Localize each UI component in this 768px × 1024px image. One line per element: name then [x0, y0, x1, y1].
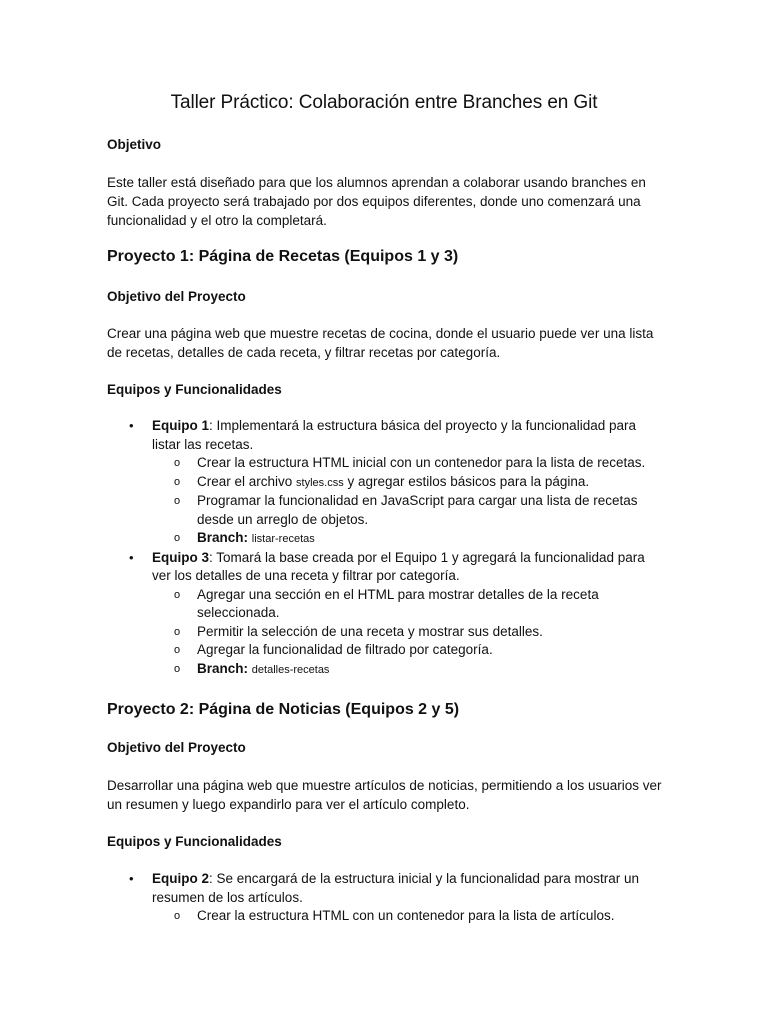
proyecto2-heading: Proyecto 2: Página de Noticias (Equipos 2 y 5) [107, 701, 460, 718]
proyecto1-heading: Proyecto 1: Página de Recetas (Equipos 1 y 3) [107, 248, 459, 265]
task-text: Agregar la funcionalidad de filtrado por categoría. [197, 642, 493, 657]
task-text: Crear la estructura HTML con un contenedor para la lista de artículos. [197, 908, 615, 923]
proyecto1-team-list [107, 417, 667, 679]
list-item [107, 586, 667, 623]
team-name: Equipo 2 [152, 871, 209, 886]
task-text: Programar la funcionalidad en JavaScript para cargar una lista de recetas desde un arreglo de objetos. [197, 493, 638, 527]
branch-name: listar-recetas [251, 533, 315, 545]
sub-bullet-icon: o [174, 588, 181, 601]
bullet-icon: • [129, 549, 134, 565]
file-name: styles.css [296, 476, 344, 489]
task-text: Crear el archivo [197, 473, 297, 489]
branch-label: Branch: [197, 530, 249, 545]
sub-bullet-icon: o [174, 457, 181, 469]
proyecto1-objetivo-text: Crear una página web que muestre recetas de cocina, donde el usuario puede ver una lista de recetas, detalles de cada receta, y filtrar recetas por categoría. [107, 326, 654, 360]
objetivo-heading: Objetivo [107, 137, 162, 152]
proyecto2-team-list [107, 870, 667, 926]
list-item [107, 641, 667, 660]
task-text: Agregar una sección en el HTML para mostrar detalles de la receta seleccionada. [197, 586, 599, 620]
proyecto2-equipos-heading: Equipos y Funcionalidades [107, 834, 282, 849]
sub-bullet-icon: o [174, 532, 181, 544]
list-item [107, 417, 667, 454]
bullet-icon: • [129, 418, 134, 433]
list-item [107, 454, 667, 473]
proyecto1-equipos-heading: Equipos y Funcionalidades [107, 382, 282, 397]
branch-label: Branch: [197, 660, 249, 676]
team-description: : Se encargará de la estructura inicial y la funcionalidad para mostrar un resumen de los artículos. [152, 871, 639, 905]
list-item [107, 492, 667, 529]
list-item [107, 870, 667, 907]
proyecto2-objetivo-heading: Objetivo del Proyecto [107, 740, 246, 755]
sub-bullet-icon: o [174, 662, 181, 675]
team-description: : Implementará la estructura básica del proyecto y la funcionalidad para listar las recetas. [152, 418, 636, 452]
bullet-icon: • [129, 871, 134, 886]
sub-bullet-icon: o [174, 475, 181, 488]
branch-name: detalles-recetas [251, 663, 330, 676]
task-text: Permitir la selección de una receta y mostrar sus detalles. [197, 623, 543, 639]
proyecto2-objetivo-text: Desarrollar una página web que muestre artículos de noticias, permitiendo a los usuarios ver un resumen y luego expandirlo para ver el artículo completo. [107, 778, 662, 812]
list-item [107, 907, 667, 926]
team-name: Equipo 3 [152, 549, 209, 565]
sub-bullet-icon: o [174, 495, 181, 507]
document-title: Taller Práctico: Colaboración entre Branches en Git [170, 92, 598, 113]
sub-bullet-icon: o [174, 910, 181, 922]
list-item [107, 473, 667, 493]
sub-bullet-icon: o [174, 644, 181, 656]
objetivo-text: Este taller está diseñado para que los alumnos aprendan a colaborar usando branches en Git. Cada proyecto será trabajado por dos equipos diferentes, donde uno comenzará una funcionalidad y el otro la completará. [107, 175, 646, 228]
sub-bullet-icon: o [174, 625, 181, 638]
list-item [107, 660, 667, 680]
task-text: Crear la estructura HTML inicial con un contenedor para la lista de recetas. [197, 455, 646, 470]
list-item [107, 549, 667, 586]
team-description: : Tomará la base creada por el Equipo 1 y agregará la funcionalidad para ver los detalles de una receta y filtrar por categoría. [152, 549, 645, 583]
proyecto1-objetivo-heading: Objetivo del Proyecto [107, 289, 246, 304]
list-item [107, 529, 667, 549]
team-name: Equipo 1 [152, 418, 209, 433]
task-text: y agregar estilos básicos para la página. [343, 473, 590, 489]
list-item [107, 623, 667, 642]
